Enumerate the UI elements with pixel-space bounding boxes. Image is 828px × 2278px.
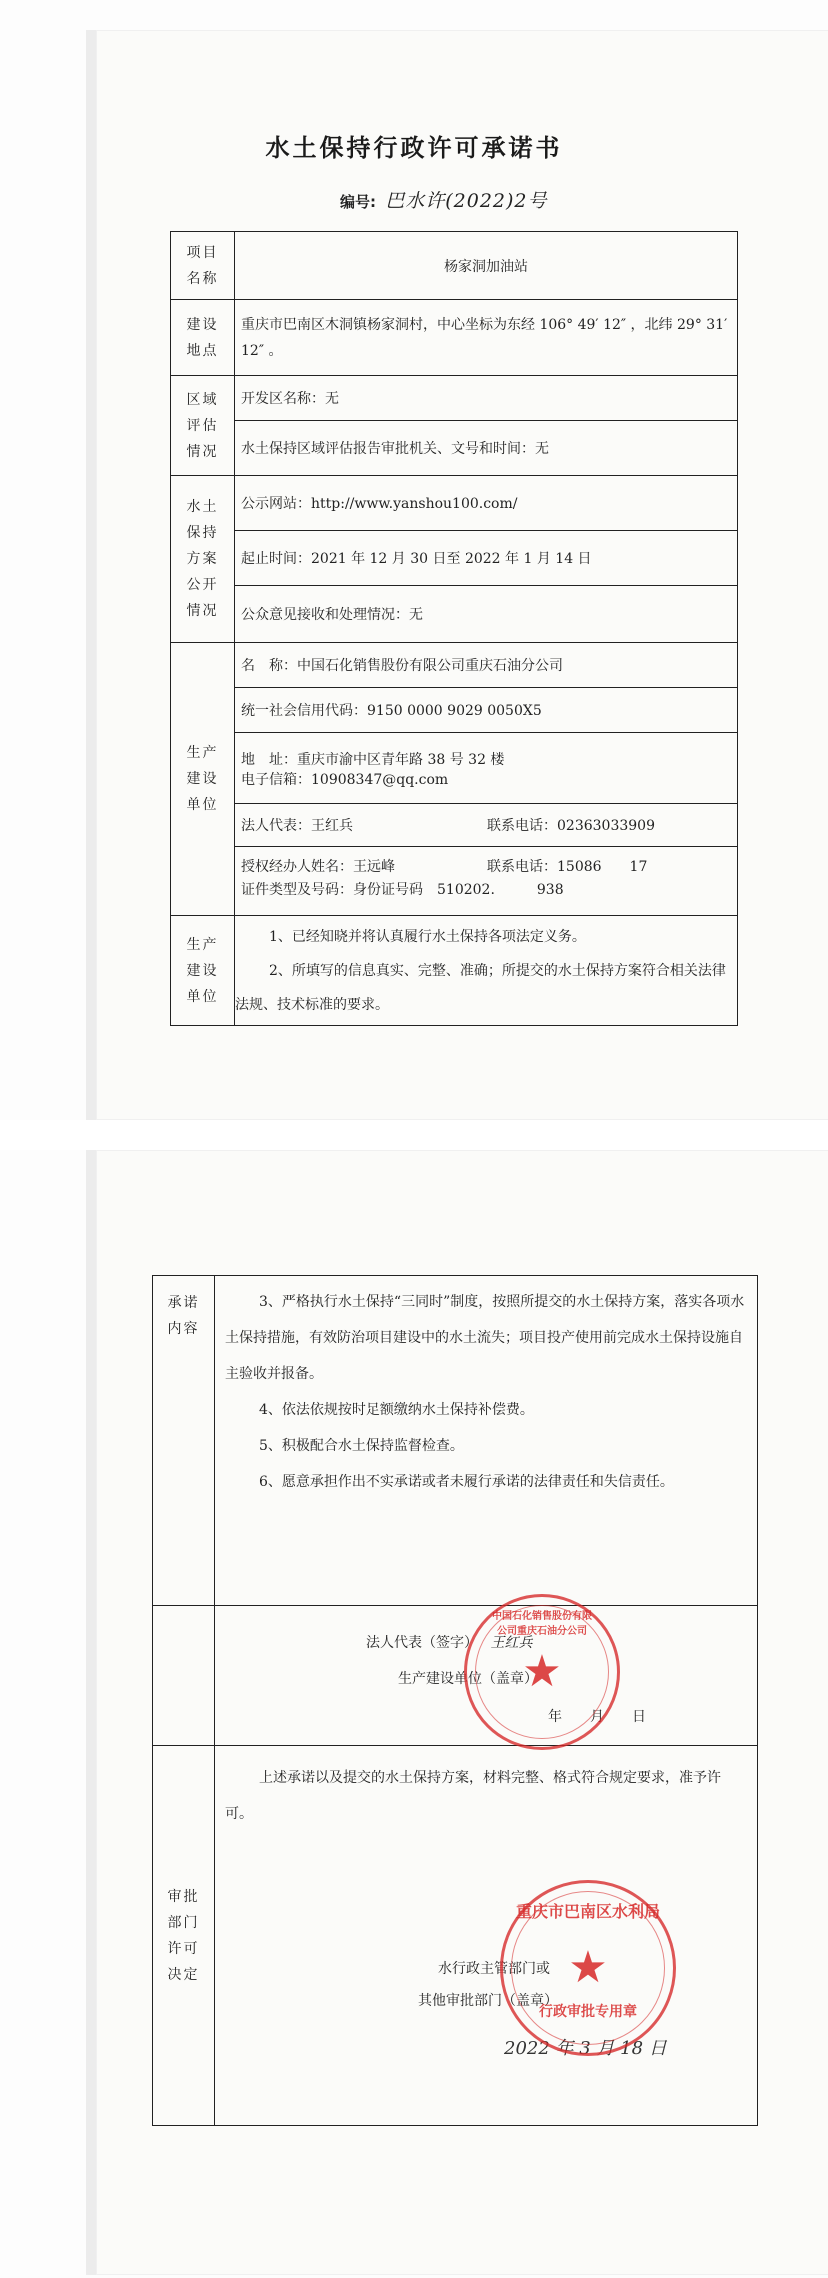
publicity-period: 起止时间：2021 年 12 月 30 日至 2022 年 1 月 14 日 — [235, 531, 737, 586]
label-line: 决定 — [167, 1966, 200, 1983]
sign-legal-name: 王红兵 — [490, 1635, 533, 1651]
label-line: 公开 — [186, 577, 219, 593]
seal-text: 中国石化销售股份有限公司重庆石油分公司 — [492, 1611, 592, 1637]
label-producer — [171, 643, 235, 916]
label-line: 方案 — [186, 551, 219, 567]
seal-text-bottom: 行政审批专用章 — [539, 2004, 637, 2020]
bureau-seal — [500, 1880, 676, 2056]
label-line: 水土 — [186, 499, 219, 515]
label-line: 单位 — [186, 797, 219, 813]
label-location — [171, 300, 235, 376]
commitment-item: 3、严格执行水土保持“三同时”制度，按照所提交的水土保持方案，落实各项水土保持措施，有效防治项目建设中的水土流失；项目投产使用前完成水土保持设施自主验收并报备。 — [225, 1294, 745, 1382]
legal-phone: 联系电话：02363033909 — [487, 818, 655, 834]
label-line: 生产 — [186, 936, 219, 953]
serial-label: 编号: — [340, 193, 376, 211]
commitment-items-1 — [235, 916, 738, 1026]
dev-zone-name: 开发区名称：无 — [235, 376, 737, 421]
publicity-website: 公示网站：http://www.yanshou100.com/ — [235, 476, 737, 531]
label-line: 生产 — [186, 745, 219, 761]
label-line: 项目 — [186, 244, 219, 261]
label-line: 建设 — [186, 962, 219, 979]
row-project-name — [171, 232, 738, 300]
label-line: 保持 — [186, 525, 219, 541]
sign-legal-label: 法人代表（签字） — [366, 1635, 478, 1651]
row-location — [171, 300, 738, 376]
row-producer — [171, 643, 738, 916]
label-commitment-2 — [153, 1276, 215, 1606]
producer-legal-rep-row — [235, 804, 737, 847]
label-line: 地点 — [186, 342, 219, 359]
approval-content — [215, 1746, 758, 2126]
seal-star-icon: ★ — [522, 1646, 562, 1697]
agent-name: 授权经办人姓名：王远峰 — [241, 859, 395, 875]
label-line: 区域 — [186, 391, 219, 408]
label-line: 部门 — [167, 1914, 200, 1931]
label-line: 情况 — [186, 603, 219, 619]
seal-star-icon: ★ — [568, 1942, 608, 1993]
label-line: 建设 — [186, 316, 219, 333]
row-commitment-1 — [171, 916, 738, 1026]
seal-text-top: 重庆市巴南区水利局 — [515, 1902, 660, 1921]
agent-id: 证件类型及号码：身份证号码 510202. 938 — [241, 882, 564, 898]
label-line: 名称 — [186, 270, 219, 287]
serial-value: 巴水许(2022)2号 — [385, 190, 548, 212]
legal-rep: 法人代表：王红兵 — [241, 818, 353, 834]
regional-report: 水土保持区域评估报告审批机关、文号和时间：无 — [241, 441, 549, 457]
approval-handwritten-date: 2022 年 3 月 18 日 — [504, 2038, 667, 2059]
sign-date: 年 月 日 — [548, 1709, 646, 1725]
commitment-item: 1、已经知晓并将认真履行水土保持各项法定义务。 — [269, 928, 586, 945]
row-commitment-2 — [153, 1276, 758, 1606]
agent-row — [241, 853, 731, 879]
serial-number — [340, 186, 548, 213]
agent-phone: 联系电话：15086 17 — [487, 859, 648, 875]
project-name-value: 杨家洞加油站 — [235, 232, 738, 300]
producer-email: 电子信箱：10908347@qq.com — [235, 769, 737, 804]
commitment-items-2 — [215, 1276, 758, 1606]
producer-name: 名 称：中国石化销售股份有限公司重庆石油分公司 — [235, 643, 737, 688]
label-line: 建设 — [186, 771, 219, 787]
commitment-item: 4、依法依规按时足额缴纳水土保持补偿费。 — [259, 1402, 534, 1418]
public-opinions: 公众意见接收和处理情况：无 — [241, 607, 423, 623]
row-regional-eval — [171, 376, 738, 476]
sign-unit: 生产建设单位（盖章） — [398, 1671, 538, 1687]
label-empty — [153, 1606, 215, 1746]
producer-agent-block — [235, 847, 737, 915]
commitment-item: 6、愿意承担作出不实承诺或者未履行承诺的法律责任和失信责任。 — [259, 1474, 674, 1490]
row-plan-publicity — [171, 476, 738, 643]
label-plan-publicity — [171, 476, 235, 643]
label-line: 内容 — [167, 1321, 200, 1337]
document-title: 水土保持行政许可承诺书 — [265, 134, 563, 162]
page-gap — [0, 1120, 828, 1150]
producer-address: 地 址：重庆市渝中区青年路 38 号 32 楼 — [241, 752, 505, 768]
producer-credit-code: 统一社会信用代码：9150 0000 9029 0050X5 — [235, 688, 737, 733]
approval-dept-line2: 其他审批部门（盖章） — [418, 1993, 558, 2009]
label-regional-eval — [171, 376, 235, 476]
label-line: 评估 — [186, 417, 219, 434]
label-line: 审批 — [167, 1888, 200, 1905]
company-seal — [464, 1594, 620, 1750]
location-value: 重庆市巴南区木洞镇杨家洞村，中心坐标为东经 106° 49′ 12″ ，北纬 29° 31′ 12″ 。 — [235, 300, 738, 376]
label-line: 承诺 — [167, 1295, 200, 1311]
label-line: 许可 — [167, 1940, 200, 1957]
commitment-item: 2、所填写的信息真实、完整、准确；所提交的水土保持方案符合相关法律法规、技术标准的要求。 — [235, 962, 726, 1013]
label-approval — [153, 1746, 215, 2126]
label-line: 情况 — [186, 443, 219, 460]
label-commitment-1 — [171, 916, 235, 1026]
commitment-form-table — [170, 231, 738, 1026]
approval-text: 上述承诺以及提交的水土保持方案，材料完整、格式符合规定要求，准予许可。 — [225, 1770, 721, 1822]
commitment-item: 5、积极配合水土保持监督检查。 — [259, 1438, 464, 1454]
label-project-name — [171, 232, 235, 300]
label-line: 单位 — [186, 988, 219, 1005]
approval-dept-line1: 水行政主管部门或 — [438, 1961, 550, 1977]
